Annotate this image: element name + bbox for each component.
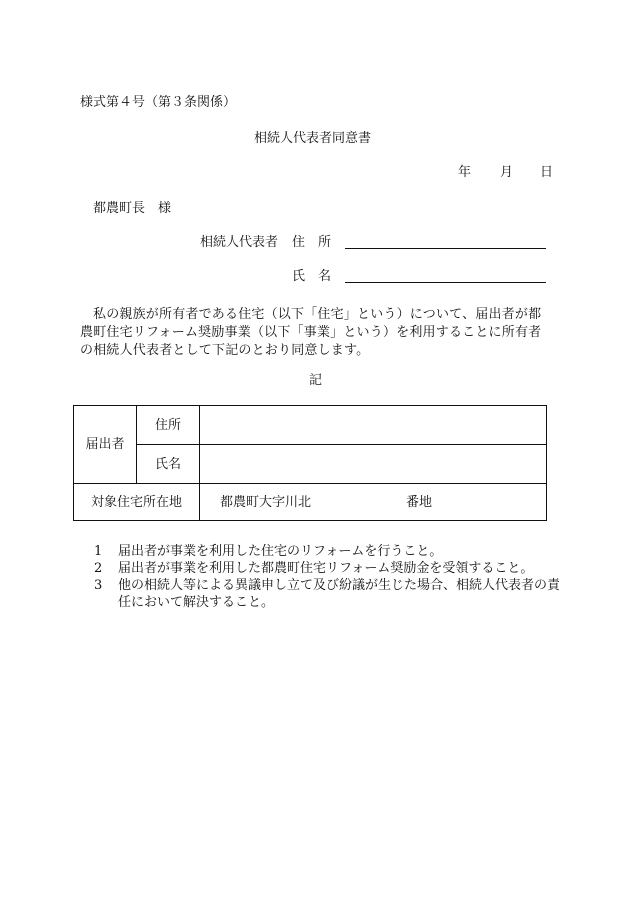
note-text: 他の相続人等による異議申し立て及び紛議が生じた場合、相続人代表者の責任において解決すること。 (118, 578, 561, 610)
form-number: 様式第４号（第３条関係） (80, 95, 237, 110)
note-number: 2 (94, 561, 103, 576)
note-item (94, 543, 564, 560)
note-number: 1 (94, 544, 103, 559)
representative-address-line[interactable] (345, 248, 546, 249)
notes-list (94, 543, 564, 611)
applicant-table (73, 405, 547, 521)
ki-heading: 記 (309, 373, 323, 388)
property-location-value: 都農町大字川北 (220, 495, 312, 510)
date-day-label: 日 (540, 165, 554, 180)
representative-name-line[interactable] (345, 282, 546, 283)
banchi-label: 番地 (406, 495, 433, 510)
date-year-label: 年 (458, 165, 472, 180)
date-month-label: 月 (500, 165, 514, 180)
applicant-name-label: 氏名 (137, 445, 200, 484)
representative-address-label: 住 所 (292, 235, 332, 250)
applicant-address-label: 住所 (137, 406, 200, 445)
note-number: 3 (94, 578, 103, 593)
property-location-label: 対象住宅所在地 (74, 484, 200, 521)
applicant-label: 届出者 (74, 406, 137, 484)
note-text: 届出者が事業を利用した住宅のリフォームを行うこと。 (118, 544, 443, 559)
property-location-field[interactable] (200, 484, 547, 521)
applicant-address-field[interactable] (200, 406, 547, 445)
consent-statement: 私の親族が所有者である住宅（以下「住宅」という）について、届出者が都農町住宅リフォーム奨励事業（以下「事業」という）を利用することに所有者の相続人代表者として下記のとおり同意します。 (80, 307, 542, 358)
document-title: 相続人代表者同意書 (254, 131, 372, 146)
note-item (94, 560, 564, 577)
applicant-name-field[interactable] (200, 445, 547, 484)
note-item (94, 577, 564, 611)
note-text: 届出者が事業を利用した都農町住宅リフォーム奨励金を受領すること。 (118, 561, 534, 576)
representative-role-label: 相続人代表者 (200, 235, 279, 250)
representative-name-label: 氏 名 (292, 269, 332, 284)
addressee: 都農町長 様 (93, 201, 172, 216)
